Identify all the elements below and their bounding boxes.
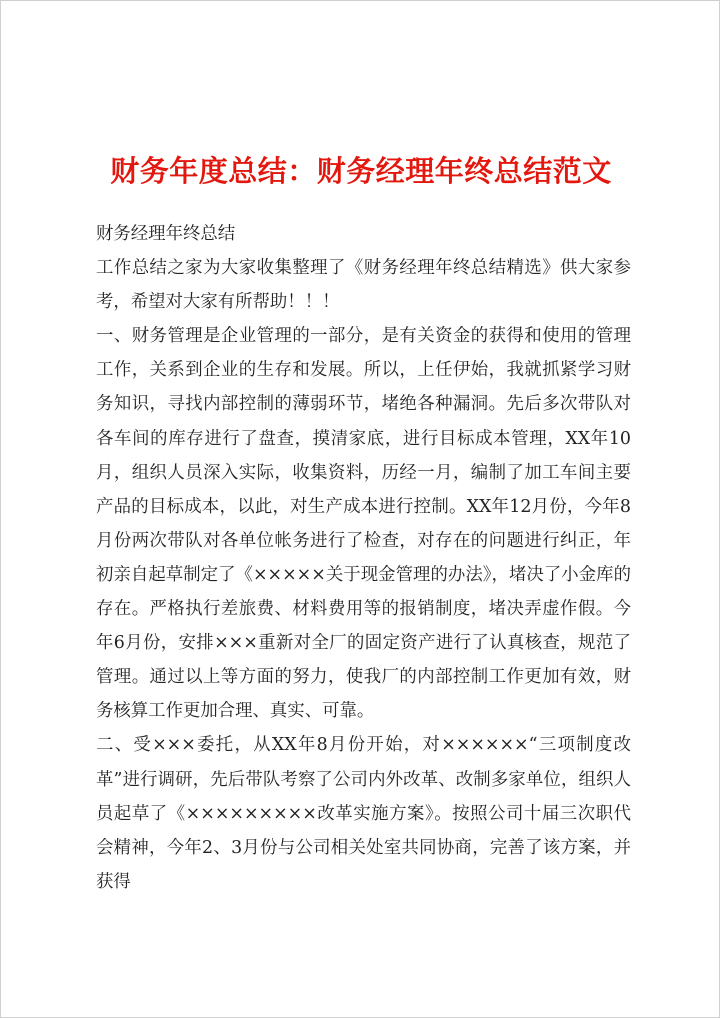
section-two-paragraph: 二、受×××委托，从XX年8月份开始，对××××××“三项制度改革”进行调研，先后带队考察了公司内外改革、改制多家单位，组织人员起草了《×××××××××改革实施方案》。按照公司十届三次职代会精神，今年2、3月份与公司相关处室共同协商，完善了该方案，并获得 <box>96 735 631 892</box>
document-title: 财务年度总结：财务经理年终总结范文 <box>110 154 612 188</box>
section-one-paragraph: 一、财务管理是企业管理的一部分，是有关资金的获得和使用的管理工作，关系到企业的生存和发展。所以，上任伊始，我就抓紧学习财务知识，寻找内部控制的薄弱环节，堵绝各种漏洞。先后多次带队对各车间的库存进行了盘查，摸清家底，进行目标成本管理，XX年10月，组织人员深入实际，收集资料，历经一月，编制了加工车间主要产品的目标成本，以此，对生产成本进行控制。XX年12月份，今年8月份两次带队对各单位帐务进行了检查，对存在的问题进行纠正，年初亲自起草制定了《×××××关于现金管理的办法》，堵决了小金库的存在。严格执行差旅费、材料费用等的报销制度，堵决弄虚作假。今年6月份，安排×××重新对全厂的固定资产进行了认真核查，规范了管理。通过以上等方面的努力，使我厂的内部控制工作更加有效，财务核算工作更加合理、真实、可靠。 <box>96 326 631 722</box>
intro-paragraph: 工作总结之家为大家收集整理了《财务经理年终总结精选》供大家参考，希望对大家有所帮助！！！ <box>96 258 631 313</box>
subtitle-paragraph: 财务经理年终总结 <box>96 224 236 244</box>
document-body <box>96 217 631 899</box>
